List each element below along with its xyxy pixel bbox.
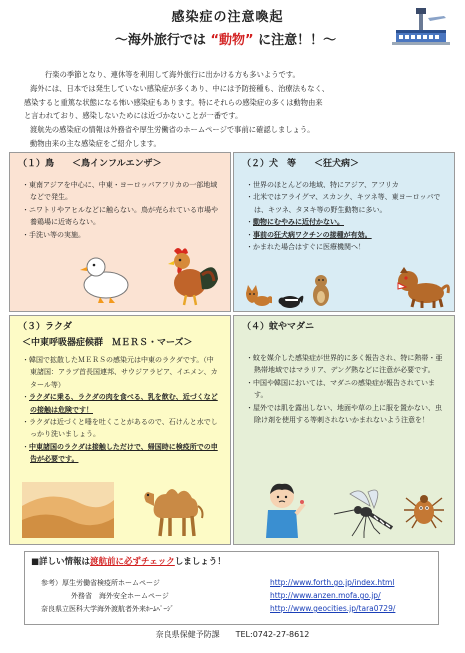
intro-line: 動物由来の主な感染症をご紹介します。 xyxy=(30,138,161,148)
tick-icon xyxy=(402,488,446,532)
emphasis-text: 動物にむやみに近付かない。 xyxy=(253,218,344,227)
duck-icon xyxy=(78,253,134,305)
intro-line: 感染すると重篤な状態になる怖い感染症もあります。特にそれらの感染症の多くは動物由来 xyxy=(24,97,323,107)
reference-box xyxy=(24,551,439,625)
panel-list xyxy=(234,179,454,253)
list-item: ・ 蚊を媒介した感染症が世界的に多く報告され、特に熱帯・亜熱帯地域ではマラリア、デング熱などに注意が必要です。 xyxy=(246,352,444,377)
list-item: ・ 屋外では肌を露出しない、地面や草の上に服を置かない、虫除け剤を使用する等刺されないかまれないよう注意を！ xyxy=(246,402,444,427)
intro-line: 海外には、日本では発生していない感染症が多くあり、中には予防接種も、治療法もなく、 xyxy=(30,83,330,93)
reference-link[interactable]: http://www.anzen.mofa.go.jp/ xyxy=(270,591,381,600)
intro-line: 渡航先の感染症の情報は外務省や厚生労働省のホームページで事前に確認しましょう。 xyxy=(30,125,315,135)
emphasis-text: 事前の狂犬病ワクチンの接種が有効。 xyxy=(253,230,372,239)
rooster-icon xyxy=(160,245,220,307)
prairie-dog-icon xyxy=(310,273,332,307)
intro-line: と言われており、感染しないためには近づかないことが一番です。 xyxy=(24,111,243,121)
mosquito-icon xyxy=(330,484,396,538)
panel-title: （３）ラクダ xyxy=(18,322,72,332)
list-item: ・ 北米ではアライグマ、スカンク、キツネ等、東ヨーロッパでは、キツネ、タヌキ等の野生動物に多い。 xyxy=(246,191,444,216)
panel-list xyxy=(234,352,454,426)
reference-label: 外務省 海外安全ホームページ xyxy=(71,592,169,600)
reference-label: 参考）厚生労働省検疫所ホームページ xyxy=(41,579,160,587)
panel-title: （４）蚊やマダニ xyxy=(242,322,315,332)
camel-icon xyxy=(138,480,208,538)
list-item: ・ 東南アジアを中心に、中東・ヨーロッパアフリカの一部地域などで発生。 xyxy=(22,179,220,204)
airport-icon xyxy=(392,4,450,48)
page-title: 感染症の注意喚起 xyxy=(171,10,284,25)
list-item: ・ 韓国で拡散したＭＥＲＳの感染元は中東のラクダです。（中東諸国：アラブ首長国連邦、サウジアラビア、イエメン、カタール等） xyxy=(22,354,220,391)
emphasis-text: 中東諸国のラクダは接触しただけで、帰国時に検疫所での申告が必要です。 xyxy=(29,442,218,464)
reference-label: 奈良県立医科大学海外渡航者外来ﾎｰﾑﾍﾟｰｼﾞ xyxy=(41,605,174,613)
panel-subtitle: ＜中東呼吸器症候群 ＭＥＲＳ・マーズ＞ xyxy=(22,338,193,348)
fox-icon xyxy=(244,281,272,307)
reference-link[interactable]: http://www.geocities.jp/tara0729/ xyxy=(270,604,396,613)
intro-line: 行楽の季節となり、連休等を利用して海外旅行に出かける方も多いようです。 xyxy=(45,70,300,79)
subtitle-part-a: ～海外旅行では xyxy=(114,33,206,48)
rabid-dog-icon xyxy=(394,265,450,309)
panel-rabies xyxy=(233,152,455,312)
reference-heading-b: しましょう！ xyxy=(174,557,226,567)
emphasis-text: ラクダに乗る、ラクダの肉を食べる、乳を飲む、近づくなどの接触は危険です！ xyxy=(29,393,218,414)
list-item xyxy=(22,441,220,466)
subtitle-emphasis: “動物” xyxy=(210,33,254,48)
panel-title: （１）鳥 ＜鳥インフルエンザ＞ xyxy=(18,159,162,169)
panel-list xyxy=(10,354,230,466)
panel-mers xyxy=(9,315,231,545)
reference-heading-a: ■詳しい情報は xyxy=(31,557,91,567)
list-item xyxy=(22,391,220,416)
list-item: ・ ラクダは近づくと唾を吐くことがあるので、石けんと水でしっかり洗いましょう。 xyxy=(22,416,220,441)
skunk-icon xyxy=(278,289,306,309)
scratching-boy-icon xyxy=(258,480,306,538)
subtitle-part-b: に注意！！～ xyxy=(258,33,337,48)
list-item: ・ 中国や韓国においては、マダニの感染症が報告されています。 xyxy=(246,377,444,402)
panel-mosquito-tick xyxy=(233,315,455,545)
list-item: ・ 世界のほとんどの地域、特にアジア、アフリカ xyxy=(246,179,444,191)
reference-link[interactable]: http://www.forth.go.jp/index.html xyxy=(270,578,395,587)
list-item xyxy=(246,229,444,241)
list-item: ・ 手洗い等の実施。 xyxy=(22,229,220,241)
reference-heading-emphasis: 渡航前に必ずチェック xyxy=(90,557,175,567)
intro-text xyxy=(24,68,444,151)
list-item xyxy=(246,216,444,228)
panel-list xyxy=(10,179,230,241)
list-item: ・ かまれた場合はすぐに医療機関へ！ xyxy=(246,241,444,253)
reference-heading xyxy=(25,552,438,567)
panel-title: （２）犬 等 ＜狂犬病＞ xyxy=(242,159,360,169)
department-contact: 奈良県保健予防課 TEL:0742-27-8612 xyxy=(155,630,310,639)
list-item: ・ ニワトリやアヒルなどに触らない。鳥が売られている市場や養鶏場に近寄らない。 xyxy=(22,204,220,229)
desert-icon xyxy=(22,482,114,538)
panel-bird-flu xyxy=(9,152,231,312)
